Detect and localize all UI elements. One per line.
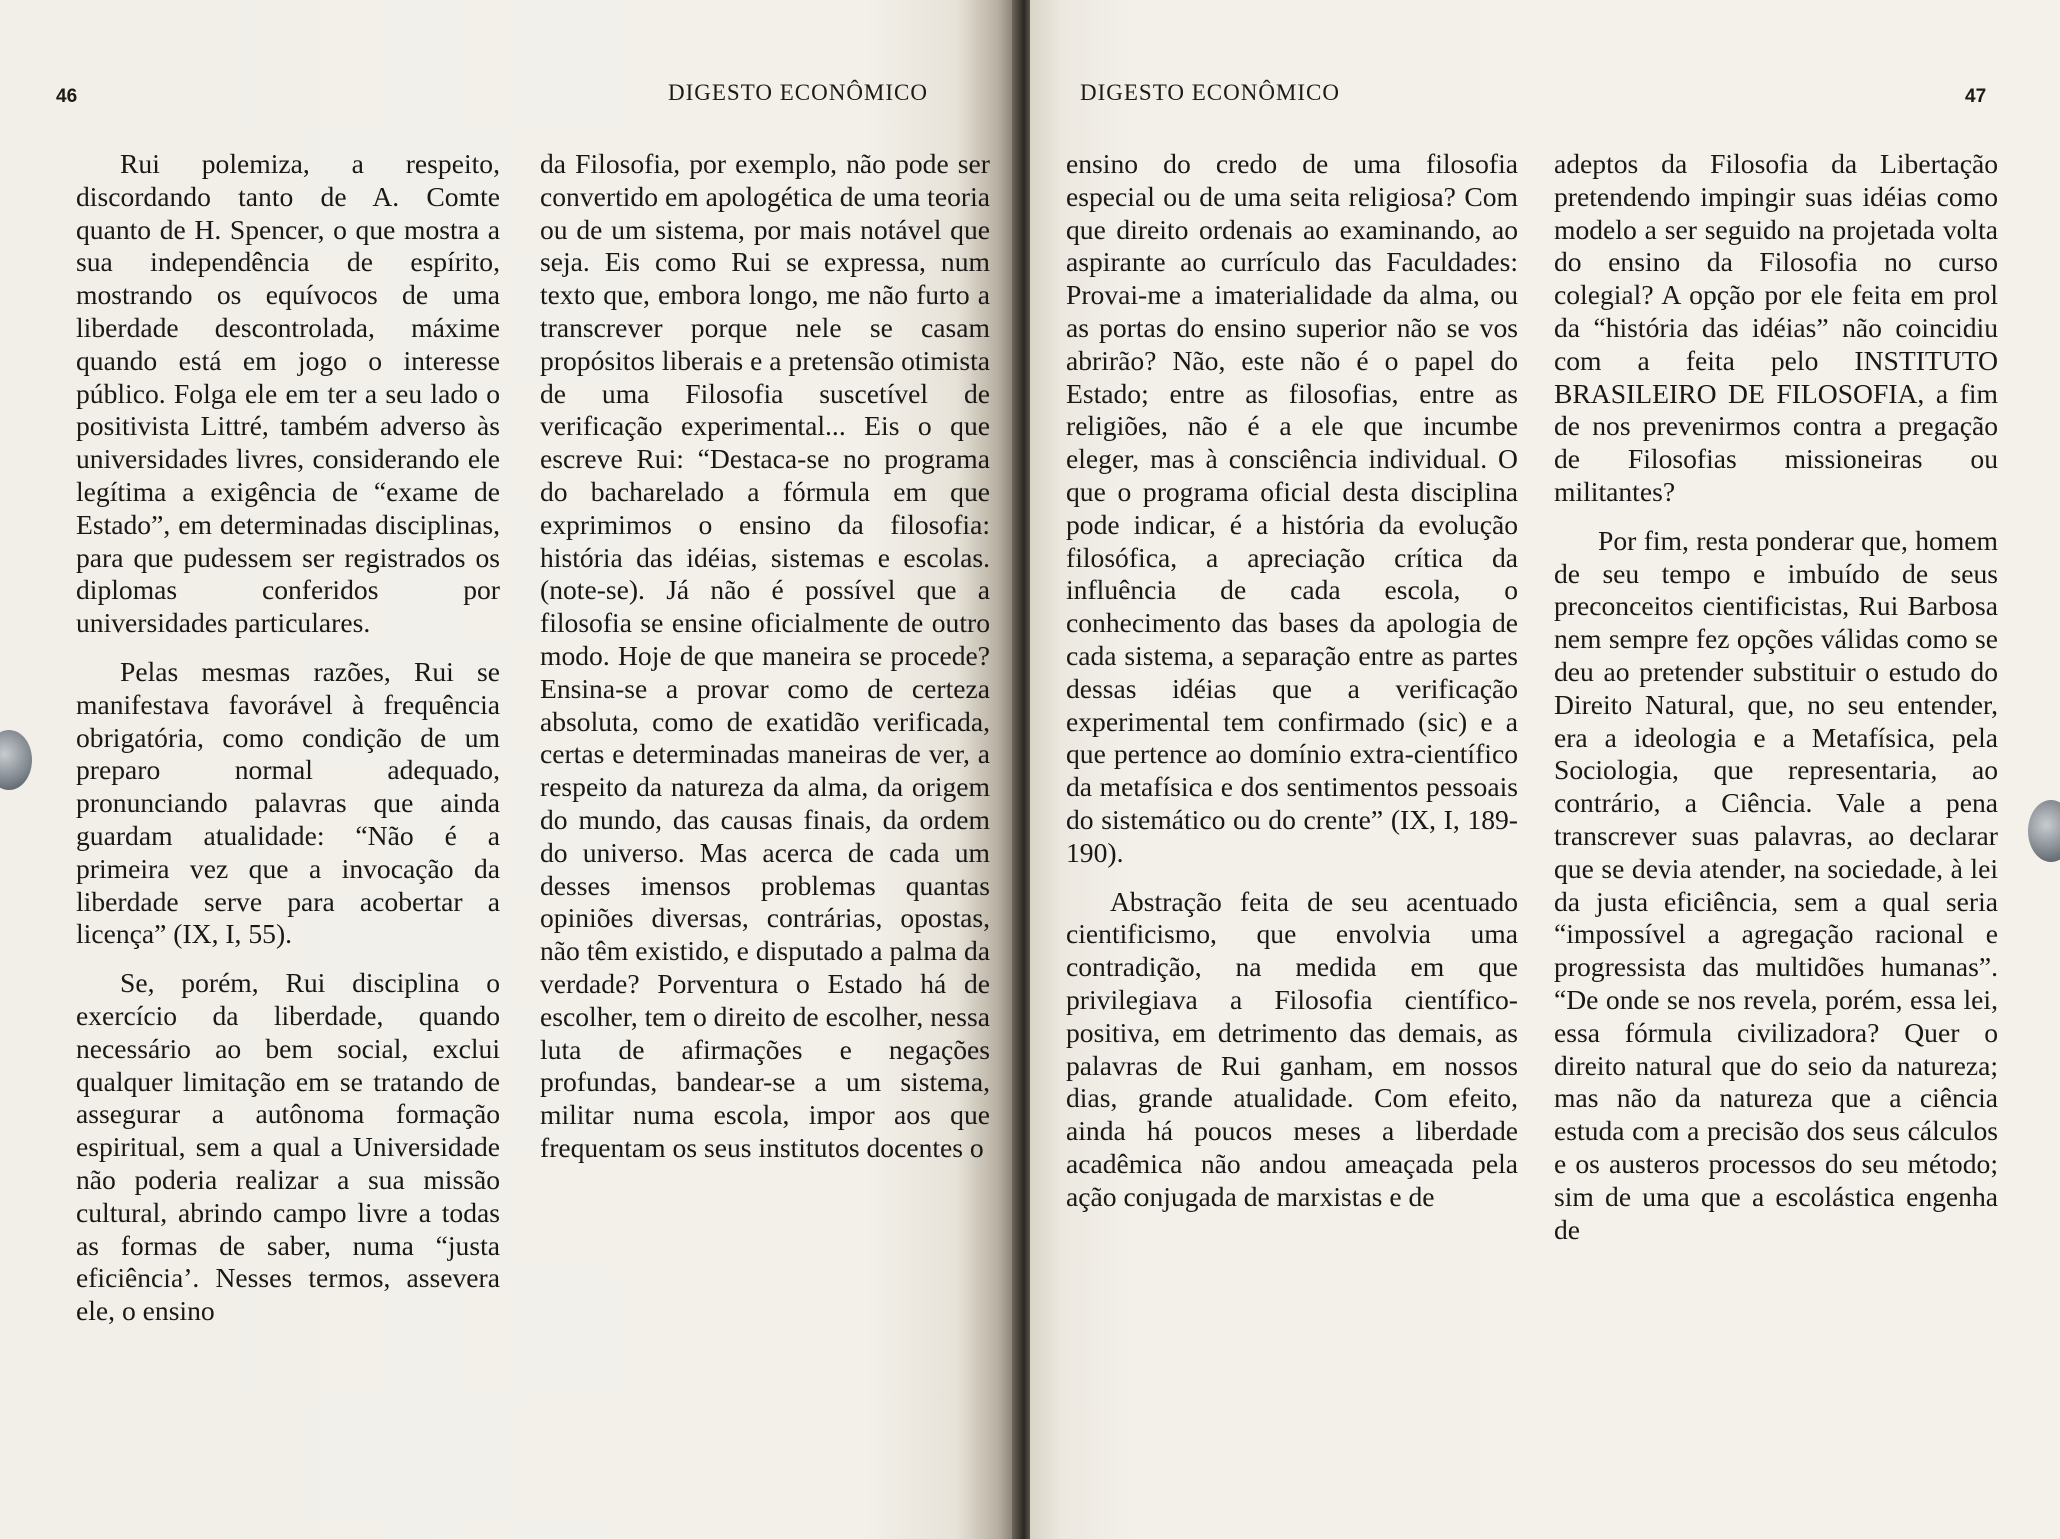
binding-hole (0, 730, 32, 790)
left-page (0, 0, 1018, 1539)
page-number: 47 (1965, 86, 1987, 107)
paragraph: ensino do credo de uma filosofia especial ou de uma seita religiosa? Com que direito ordenais ao examinando, ao aspirante ao currículo das Faculdades: Provai-me a imaterialidade da alma, ou as portas do ensino superior não se vos abrirão? Não, este não é o papel do Estado; entre as filosofias, entre as religiões, não é a ele que incumbe eleger, mas à consciência individual. O que o programa oficial desta disciplina pode indicar, é a história da evolução filosófica, a apreciação crítica da influência de cada escola, o conhecimento das bases da apologia de cada sistema, a separação entre as partes dessas idéias que a verificação experimental tem confirmado (sic) e a que pertence ao domínio extra-científico da metafísica e dos sentimentos pessoais do sistemático ou do crente” (IX, I, 189-190). (1066, 148, 1518, 868)
paragraph: adeptos da Filosofia da Libertação pretendendo impingir suas idéias como modelo a ser seguido na projetada volta do ensino da Filosofia no curso colegial? A opção por ele feita em prol da “história das idéias” não coincidiu com a feita pelo INSTITUTO BRASILEIRO DE FILOSOFIA, a fim de nos prevenirmos contra a pregação de Filosofias missioneiras ou militantes? (1554, 148, 1998, 507)
paragraph: da Filosofia, por exemplo, não pode ser convertido em apologética de uma teoria ou de um sistema, por mais notável que seja. Eis como Rui se expressa, num texto que, embora longo, me não furto a transcrever porque nele se casam propósitos liberais e a pretensão otimista de uma Filosofia suscetível de verificação experimental... Eis o que escreve Rui: “Destaca-se no programa do bacharelado a fórmula em que exprimimos o ensino da filosofia: história das idéias, sistemas e escolas. (note-se). Já não é possível que a filosofia se ensine oficialmente de outro modo. Hoje de que maneira se procede? Ensina-se a provar como de certeza absoluta, como de exatidão verificada, certas e determinadas maneiras de ver, a respeito da natureza da alma, da origem do mundo, das causas finais, da ordem do universo. Mas acerca de cada um desses imensos problemas quantas opiniões diversas, contrárias, opostas, não têm existido, e disputado a palma da verdade? Porventura o Estado há de escolher, tem o direito de escolher, nessa luta de afirmações e negações profundas, bandear-se a um sistema, militar numa escola, impor aos que frequentam os seus institutos docentes o (540, 148, 990, 1163)
paragraph: Se, porém, Rui disciplina o exercício da liberdade, quando necessário ao bem social, exclui qualquer limitação em se tratando de assegurar a autônoma formação espiritual, sem a qual a Universidade não poderia realizar a sua missão cultural, abrindo campo livre a todas as formas de saber, numa “justa eficiência’. Nesses termos, assevera ele, o ensino (76, 967, 500, 1327)
paragraph: Pelas mesmas razões, Rui se manifestava favorável à frequência obrigatória, como condição de um preparo normal adequado, pronunciando palavras que ainda guardam atualidade: “Não é a primeira vez que a invocação da liberdade serve para acobertar a licença” (IX, I, 55). (76, 655, 500, 950)
binding-hole (2028, 800, 2060, 862)
running-head: DIGESTO ECONÔMICO (1080, 80, 1340, 105)
right-page (1030, 0, 2060, 1539)
running-head: DIGESTO ECONÔMICO (668, 80, 928, 105)
paragraph: Por fim, resta ponderar que, homem de seu tempo e imbuído de seus preconceitos cientificistas, Rui Barbosa nem sempre fez opções válidas como se deu ao pretender substituir o estudo do Direito Natural, que, no seu entender, era a ideologia e a Metafísica, pela Sociologia, que representaria, ao contrário, a Ciência. Vale a pena transcrever suas palavras, ao declarar que se devia atender, na sociedade, à lei da justa eficiência, sem a qual seria “impossível a agregação racional e progressista das multidões humanas”. “De onde se nos revela, porém, essa lei, essa fórmula civilizadora? Quer o direito natural que do seio da natureza; mas não da natureza que a ciência estuda com a precisão dos seus cálculos e os austeros processos do seu método; sim de uma que a escolástica engenha de (1554, 524, 1998, 1245)
paragraph: Rui polemiza, a respeito, discordando tanto de A. Comte quanto de H. Spencer, o que mostra a sua independência de espírito, mostrando os equívocos de uma liberdade descontrolada, máxime quando está em jogo o interesse público. Folga ele em ter a seu lado o positivista Littré, também adverso às universidades livres, considerando ele legítima a exigência de “exame de Estado”, em determinadas disciplinas, para que pudessem ser registrados os diplomas conferidos por universidades particulares. (76, 148, 500, 639)
left-column-2 (540, 148, 990, 1181)
page-number: 46 (56, 86, 78, 107)
right-column-2 (1554, 148, 1998, 1262)
paragraph: Abstração feita de seu acentuado cientificismo, que envolvia uma contradição, na medida em que privilegiava a Filosofia científico-positiva, em detrimento das demais, as palavras de Rui ganham, em nossos dias, grande atualidade. Com efeito, ainda há poucos meses a liberdade acadêmica não andou ameaçada pela ação conjugada de marxistas e de (1066, 885, 1518, 1212)
right-column-1 (1066, 148, 1518, 1230)
left-column-1 (76, 148, 500, 1344)
